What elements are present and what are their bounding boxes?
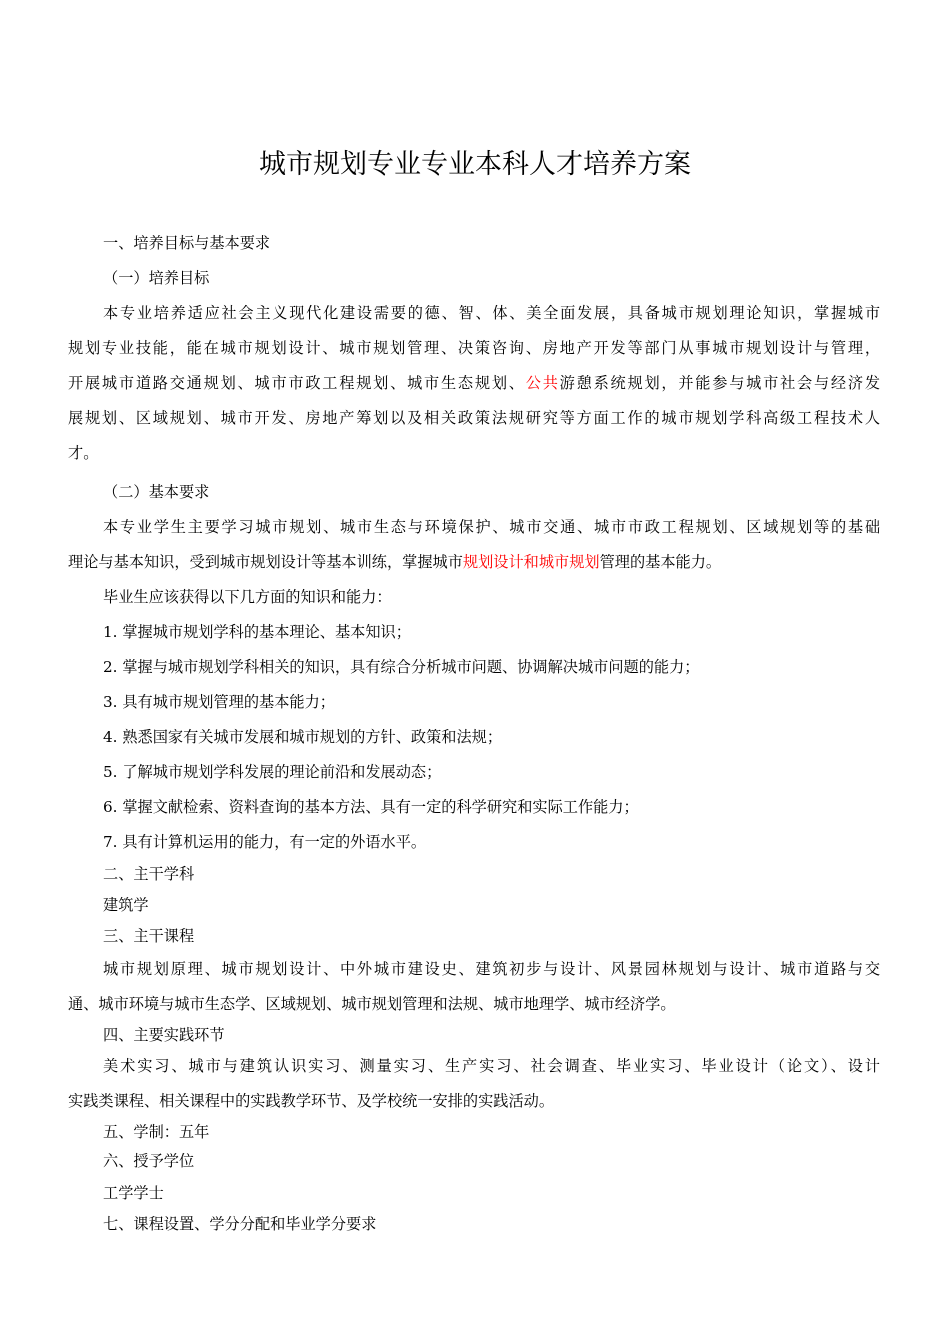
section-heading-2: 二、主干学科 xyxy=(103,865,195,883)
goal-line-4: 展规划、区域规划、城市开发、房地产筹划以及相关政策法规研究等方面工作的城市规划学科高级工程技术人 xyxy=(68,409,880,427)
subsection-heading-goal: （一）培养目标 xyxy=(103,269,210,287)
goal-line-5: 才。 xyxy=(68,444,99,462)
section-heading-3: 三、主干课程 xyxy=(103,927,195,945)
courses-line-1: 城市规划原理、城市规划设计、中外城市建设史、建筑初步与设计、风景园林规划与设计、城市道路与交 xyxy=(103,960,880,978)
goal-line-1: 本专业培养适应社会主义现代化建设需要的德、智、体、美全面发展，具备城市规划理论知识，掌握城市 xyxy=(103,304,880,322)
section-heading-5: 五、学制：五年 xyxy=(103,1123,210,1141)
section-heading-4: 四、主要实践环节 xyxy=(103,1026,225,1044)
degree-awarded: 工学学士 xyxy=(103,1184,164,1202)
requirements-line-1: 本专业学生主要学习城市规划、城市生态与环境保护、城市交通、城市市政工程规划、区域规划等的基础 xyxy=(103,518,880,536)
list-item: 6. 掌握文献检索、资料查询的基本方法、具有一定的科学研究和实际工作能力； xyxy=(103,798,639,816)
practice-line-1: 美术实习、城市与建筑认识实习、测量实习、生产实习、社会调查、毕业实习、毕业设计（论文）、设计 xyxy=(103,1057,880,1075)
section-heading-6: 六、授予学位 xyxy=(103,1152,195,1170)
list-item: 1. 掌握城市规划学科的基本理论、基本知识； xyxy=(103,623,411,641)
section-heading-1: 一、培养目标与基本要求 xyxy=(103,234,271,252)
practice-line-2: 实践类课程、相关课程中的实践教学环节、及学校统一安排的实践活动。 xyxy=(68,1092,554,1110)
list-item: 4. 熟悉国家有关城市发展和城市规划的方针、政策和法规； xyxy=(103,728,503,746)
section-heading-7: 七、课程设置、学分分配和毕业学分要求 xyxy=(103,1215,377,1233)
highlight-text: 公共 xyxy=(525,374,560,392)
highlight-text: 规划设计和城市规划 xyxy=(462,553,600,571)
main-discipline: 建筑学 xyxy=(103,896,149,914)
courses-line-2: 通、城市环境与城市生态学、区域规划、城市规划管理和法规、城市地理学、城市经济学。 xyxy=(68,995,676,1013)
list-item: 7. 具有计算机运用的能力，有一定的外语水平。 xyxy=(103,833,427,851)
list-item: 2. 掌握与城市规划学科相关的知识，具有综合分析城市问题、协调解决城市问题的能力； xyxy=(103,658,700,676)
goal-line-3: 开展城市道路交通规划、城市市政工程规划、城市生态规划、公共游憩系统规划，并能参与城市社会与经济发 xyxy=(68,374,881,392)
subsection-heading-requirements: （二）基本要求 xyxy=(103,483,210,501)
requirements-line-2: 理论与基本知识，受到城市规划设计等基本训练，掌握城市规划设计和城市规划管理的基本能力。 xyxy=(68,553,722,571)
list-item: 3. 具有城市规划管理的基本能力； xyxy=(103,693,335,711)
graduate-abilities-intro: 毕业生应该获得以下几方面的知识和能力： xyxy=(103,588,392,606)
goal-line-2: 规划专业技能，能在城市规划设计、城市规划管理、决策咨询、房地产开发等部门从事城市规划设计与管理， xyxy=(68,339,880,357)
page-title: 城市规划专业专业本科人才培养方案 xyxy=(259,149,691,180)
list-item: 5. 了解城市规划学科发展的理论前沿和发展动态； xyxy=(103,763,442,781)
